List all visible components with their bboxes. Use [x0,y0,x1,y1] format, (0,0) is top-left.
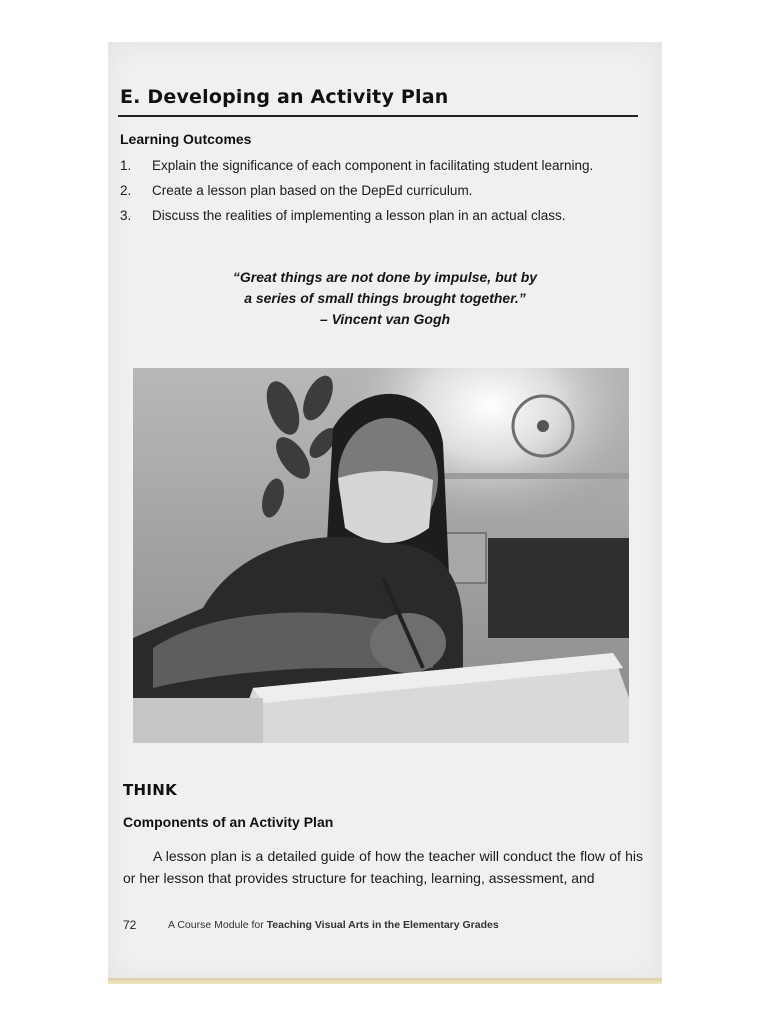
body-paragraph [123,845,643,889]
page-number: 72 [123,918,137,932]
quote-line-2: a series of small things brought together.” [244,290,526,306]
quote-line-1: “Great things are not done by impulse, but by [232,269,538,285]
learning-outcomes-heading: Learning Outcomes [120,131,252,147]
list-item [120,183,640,208]
footer-prefix: A Course Module for [168,919,264,931]
quote-author: – Vincent van Gogh [319,311,451,327]
think-heading: THINK [123,781,178,799]
footer-title: Teaching Visual Arts in the Elementary Grades [266,919,499,931]
running-footer [168,919,499,931]
list-text: Create a lesson plan based on the DepEd curriculum. [152,183,473,198]
list-text: Explain the significance of each component in facilitating student learning. [152,158,594,173]
list-item [120,208,640,233]
list-number: 3. [120,208,132,223]
list-text: Discuss the realities of implementing a lesson plan in an actual class. [152,208,566,223]
page-edge [108,978,662,984]
learning-outcomes-list [120,158,640,233]
photo-icon [133,368,629,743]
list-number: 2. [120,183,132,198]
photo-image [133,368,629,743]
paragraph-text: A lesson plan is a detailed guide of how the teacher will conduct the flow of his or her lesson that provides structure for teaching, learning, assessment, and [123,848,643,886]
title-rule [118,115,638,117]
quote [190,267,580,330]
list-item [120,158,640,183]
list-number: 1. [120,158,132,173]
section-title: E. Developing an Activity Plan [120,86,449,108]
components-subheading: Components of an Activity Plan [123,814,334,830]
